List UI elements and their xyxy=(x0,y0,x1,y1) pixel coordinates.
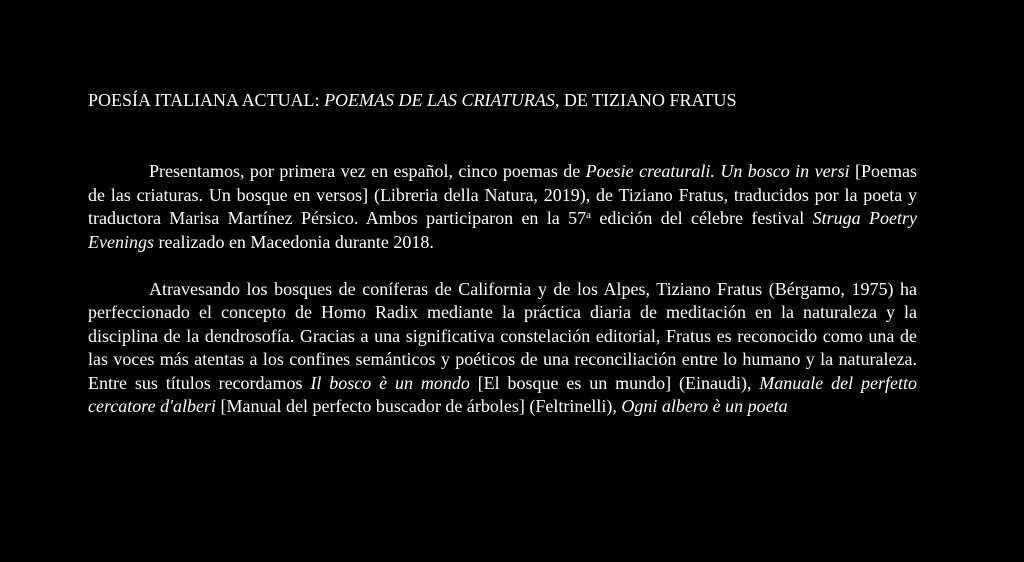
article-body xyxy=(88,160,917,433)
title-prefix: POESÍA ITALIANA ACTUAL: xyxy=(88,90,325,110)
bio-book-title-1: Il bosco è un mondo xyxy=(310,372,470,393)
intro-book-title: Poesie creaturali. Un bosco in versi xyxy=(585,161,850,181)
bio-book-title-3: Ogni albero è un poeta xyxy=(621,396,788,416)
intro-text-3: edición del célebre festival xyxy=(591,208,813,228)
bio-text-1: Atravesando los bosques de coníferas de California y de los Alpes, Tiziano Fratus (Bérgamo, 1975) ha perfeccionado el concepto de Homo Radix mediante la práctica diaria de meditación en la naturaleza y la disciplina de la dendrosofía. Gracias a una significativa constelación editorial, Fratus es reconocido como una de las voces más atentas a los confines semánticos y poéticos de una reconciliación entre lo humano y la naturaleza. Entre sus títulos recordamos xyxy=(88,278,917,393)
ordinal-superscript: a xyxy=(586,209,592,221)
intro-text-1: Presentamos, por primera vez en español, cinco poemas de xyxy=(149,161,586,181)
bio-text-2: [El bosque es un mundo] (Einaudi), xyxy=(469,372,760,393)
intro-paragraph xyxy=(88,160,917,254)
title-suffix: , DE TIZIANO FRATUS xyxy=(554,90,737,110)
article-title xyxy=(88,88,938,112)
title-italic-part: POEMAS DE LAS CRIATURAS xyxy=(324,90,555,110)
intro-text-4: realizado en Macedonia durante 2018. xyxy=(153,231,434,252)
bio-text-3: [Manual del perfecto buscador de árboles] (Feltrinelli), xyxy=(215,396,622,416)
intro-text-2: [Poemas de las criaturas. Un bosque en versos] (Libreria della Natura, 2019), de Tiziano Fratus, traducidos por la poeta y traductora Marisa Martínez Pérsico. Ambos participaron en la 57 xyxy=(88,161,917,228)
bio-book-title-2: Manuale del perfetto cercatore d'alberi xyxy=(88,372,917,416)
festival-name: Struga Poetry Evenings xyxy=(88,208,917,252)
bio-paragraph xyxy=(88,278,917,419)
